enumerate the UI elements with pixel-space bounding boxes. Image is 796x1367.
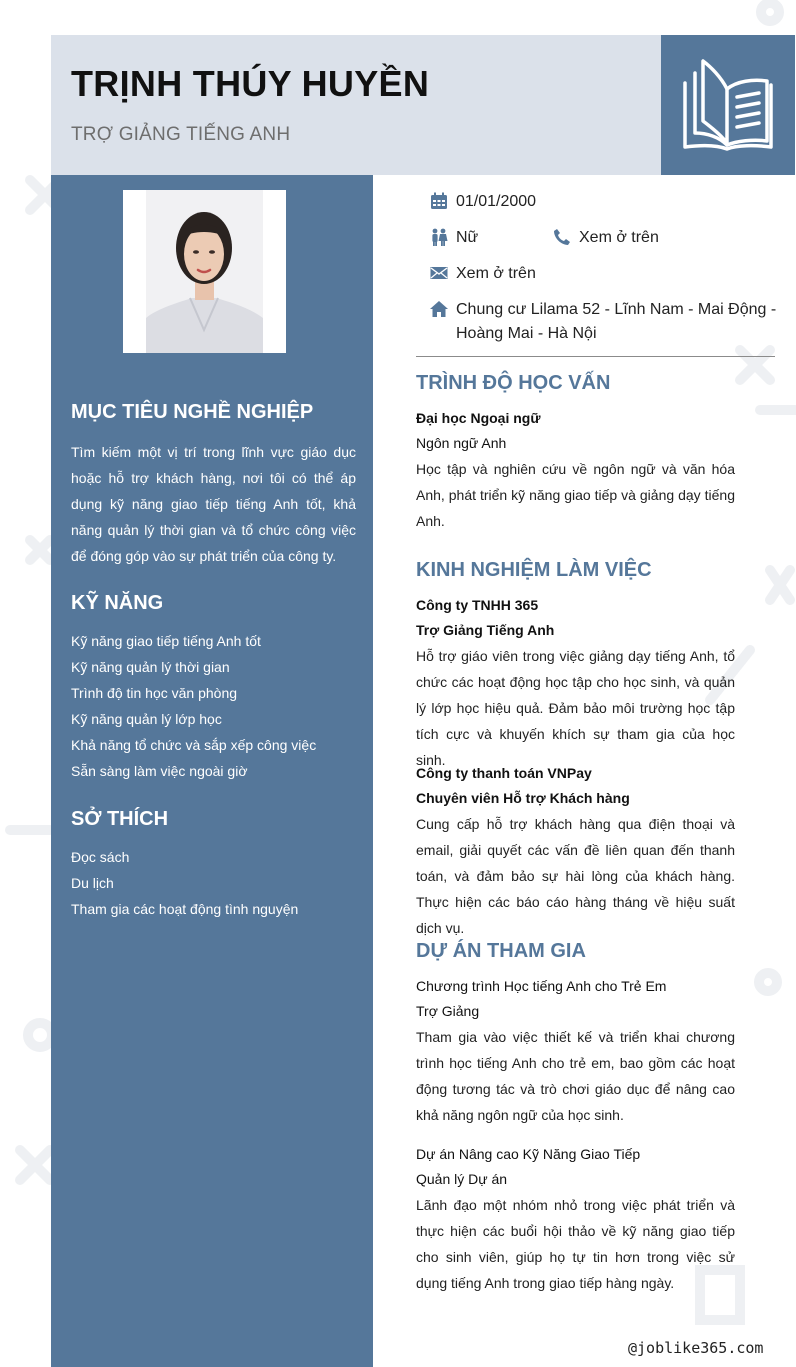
avatar [146, 190, 263, 353]
project-role: Trợ Giảng [416, 1003, 480, 1019]
phone-icon [553, 228, 571, 246]
phone-value: Xem ở trên [579, 229, 659, 246]
skill-item: Khả năng tổ chức và sắp xếp công việc [71, 737, 317, 753]
address-row [430, 298, 776, 346]
experience-description: Cung cấp hỗ trợ khách hàng qua điện thoại và email, giải quyết các vấn đề liên quan đến thanh toán, và đảm bảo sự hài lòng của khách hàng. Thực hiện các báo cáo hàng tháng về hiệu suất dịch vụ. [416, 816, 735, 936]
contact-divider [416, 356, 775, 357]
position: Chuyên viên Hỗ trợ Khách hàng [416, 790, 630, 806]
education-heading: TRÌNH ĐỘ HỌC VẤN [416, 372, 611, 394]
objective-heading: MỤC TIÊU NGHỀ NGHIỆP [71, 401, 314, 423]
email-row [430, 262, 536, 286]
experience-heading: KINH NGHIỆM LÀM VIỆC [416, 559, 652, 581]
hobbies-heading: SỞ THÍCH [71, 808, 169, 830]
skill-item: Kỹ năng giao tiếp tiếng Anh tốt [71, 633, 261, 649]
address-line: Chung cư Lilama 52 - Lĩnh Nam - Mai Động - [456, 301, 777, 318]
address-line: Hoàng Mai - Hà Nội [456, 325, 597, 342]
position: Trợ Giảng Tiếng Anh [416, 622, 555, 638]
resume-header [51, 35, 661, 175]
envelope-icon [430, 264, 448, 282]
job-title: TRỢ GIẢNG TIẾNG ANH [71, 124, 291, 145]
experience-entry [416, 593, 735, 773]
calendar-icon [430, 192, 448, 210]
project-entry [416, 1142, 735, 1296]
skill-item: Kỹ năng quản lý lớp học [71, 711, 222, 727]
sidebar [51, 175, 373, 1367]
hobby-item: Du lịch [71, 875, 114, 891]
hobby-item: Tham gia các hoạt động tình nguyện [71, 901, 299, 917]
birthdate-value: 01/01/2000 [456, 193, 537, 210]
objective-text: Tìm kiếm một vị trí trong lĩnh vực giáo dục hoặc hỗ trợ khách hàng, nơi tôi có thể áp dụng kỹ năng giao tiếp tiếng Anh tốt, khả năng quản lý thời gian và tổ chức công việc để đóng góp vào sự phát triển của công ty. [71, 444, 356, 564]
project-name: Dự án Nâng cao Kỹ Năng Giao Tiếp [416, 1146, 641, 1162]
project-description: Tham gia vào việc thiết kế và triển khai chương trình học tiếng Anh cho trẻ em, bao gồm các hoạt động tương tác và trò chơi giáo dục để nâng cao khả năng ngôn ngữ của học sinh. [416, 1029, 735, 1123]
candidate-name: TRỊNH THÚY HUYỀN [71, 63, 430, 104]
major: Ngôn ngữ Anh [416, 435, 507, 451]
project-name: Chương trình Học tiếng Anh cho Trẻ Em [416, 978, 667, 994]
gender-value: Nữ [456, 229, 479, 246]
phone-row [553, 226, 659, 250]
skill-item: Sẵn sàng làm việc ngoài giờ [71, 763, 248, 779]
company-name: Công ty thanh toán VNPay [416, 765, 592, 781]
gender-row [430, 226, 478, 250]
skill-item: Kỹ năng quản lý thời gian [71, 659, 230, 675]
address-value [456, 298, 776, 346]
birthdate-row [430, 190, 536, 214]
skills-heading: KỸ NĂNG [71, 592, 164, 614]
project-role: Quản lý Dự án [416, 1171, 508, 1187]
projects-heading: DỰ ÁN THAM GIA [416, 940, 586, 962]
logo-box [661, 35, 795, 175]
experience-entry [416, 761, 735, 941]
experience-description: Hỗ trợ giáo viên trong việc giảng dạy tiếng Anh, tổ chức các hoạt động học tập cho học sinh, và quản lý lớp học hiệu quả. Đảm bảo môi trường học tập tích cực và khuyến khích sự tham gia của học sinh. [416, 648, 735, 768]
school-name: Đại học Ngoại ngữ [416, 410, 541, 426]
email-value: Xem ở trên [456, 265, 536, 282]
hobbies-list [71, 844, 298, 922]
hobby-item: Đọc sách [71, 849, 130, 865]
home-icon [430, 300, 448, 318]
open-book-icon [681, 59, 775, 153]
project-description: Lãnh đạo một nhóm nhỏ trong việc phát triển và thực hiện các buổi hội thảo về kỹ năng giao tiếp cho sinh viên, giúp họ tự tin hơn trong việc sử dụng tiếng Anh trong giao tiếp hàng ngày. [416, 1197, 735, 1291]
project-entry [416, 974, 735, 1128]
education-entry [416, 406, 735, 534]
education-description: Học tập và nghiên cứu về ngôn ngữ và văn hóa Anh, phát triển kỹ năng giao tiếp và giảng dạy tiếng Anh. [416, 461, 735, 529]
skills-list [71, 628, 316, 784]
skill-item: Trình độ tin học văn phòng [71, 685, 238, 701]
company-name: Công ty TNHH 365 [416, 597, 539, 613]
people-icon [430, 228, 448, 246]
watermark: @joblike365.com [628, 1339, 764, 1357]
profile-photo [123, 190, 286, 353]
